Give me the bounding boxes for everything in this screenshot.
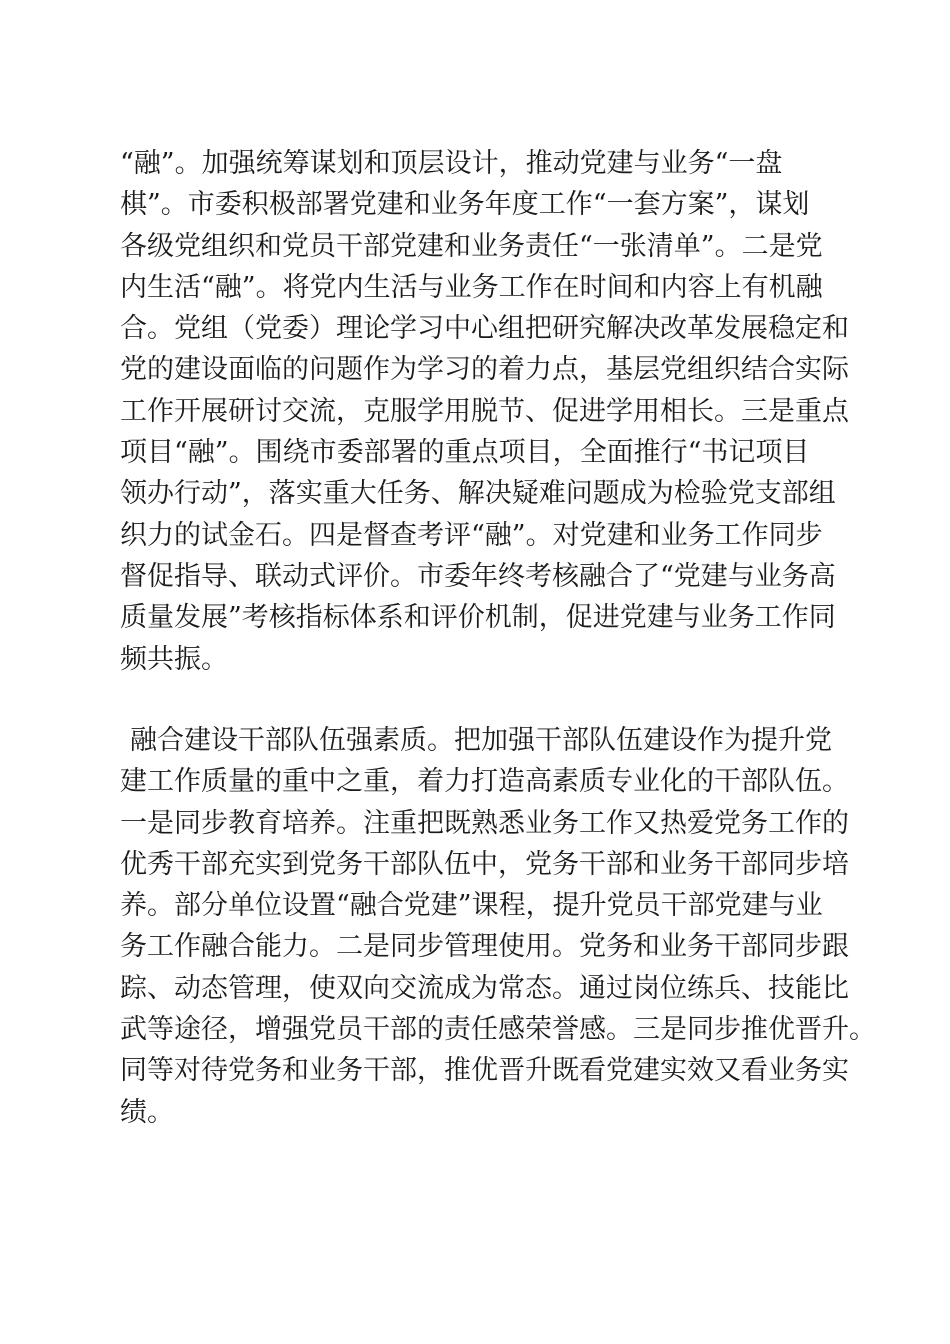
text-line: 合。党组（党委）理论学习中心组把研究解决改革发展稳定和 bbox=[120, 313, 849, 345]
text-line: 督促指导、联动式评价。市委年终考核融合了“党建与业务高 bbox=[120, 560, 836, 592]
text-line: 踪、动态管理，使双向交流成为常态。通过岗位练兵、技能比 bbox=[120, 972, 849, 1004]
text-line: “融”。加强统筹谋划和顶层设计，推动党建与业务“一盘 bbox=[120, 148, 783, 179]
text-line: 绩。 bbox=[120, 1096, 174, 1128]
text-line: 工作开展研讨交流，克服学用脱节、促进学用相长。三是重点 bbox=[120, 395, 849, 427]
text-line: 一是同步教育培养。注重把既熟悉业务工作又热爱党务工作的 bbox=[120, 807, 849, 839]
text-line: 同等对待党务和业务干部，推优晋升既看党建实效又看业务实 bbox=[120, 1055, 849, 1087]
text-line: 棋”。市委积极部署党建和业务年度工作“一套方案”，谋划 bbox=[120, 189, 810, 221]
text-line: 织力的试金石。四是督查考评“融”。对党建和业务工作同步 bbox=[120, 519, 823, 551]
text-line: 党的建设面临的问题作为学习的着力点，基层党组织结合实际 bbox=[120, 354, 849, 386]
text-line: 质量发展”考核指标体系和评价机制，促进党建与业务工作同 bbox=[120, 602, 836, 634]
paragraph-1 bbox=[120, 143, 849, 680]
text-line: 领办行动”，落实重大任务、解决疑难问题成为检验党支部组 bbox=[120, 478, 836, 510]
text-line: 建工作质量的重中之重，着力打造高素质专业化的干部队伍。 bbox=[120, 766, 849, 798]
text-line: 项目“融”。围绕市委部署的重点项目，全面推行“书记项目 bbox=[120, 437, 810, 469]
text-line: 优秀干部充实到党务干部队伍中，党务干部和业务干部同步培 bbox=[120, 848, 849, 880]
text-line: 各级党组织和党员干部党建和业务责任“一张清单”。二是党 bbox=[120, 230, 823, 262]
text-line: 养。部分单位设置“融合党建”课程，提升党员干部党建与业 bbox=[120, 890, 823, 922]
text-line: 内生活“融”。将党内生活与业务工作在时间和内容上有机融 bbox=[120, 271, 823, 303]
paragraph-heading-line: 融合建设干部队伍强素质。把加强干部队伍建设作为提升党 bbox=[130, 725, 832, 756]
text-line: 频共振。 bbox=[120, 643, 228, 675]
text-line: 务工作融合能力。二是同步管理使用。党务和业务干部同步跟 bbox=[120, 931, 849, 963]
paragraph-2 bbox=[120, 720, 876, 1133]
text-line: 武等途径，增强党员干部的责任感荣誉感。三是同步推优晋升。 bbox=[120, 1014, 876, 1046]
